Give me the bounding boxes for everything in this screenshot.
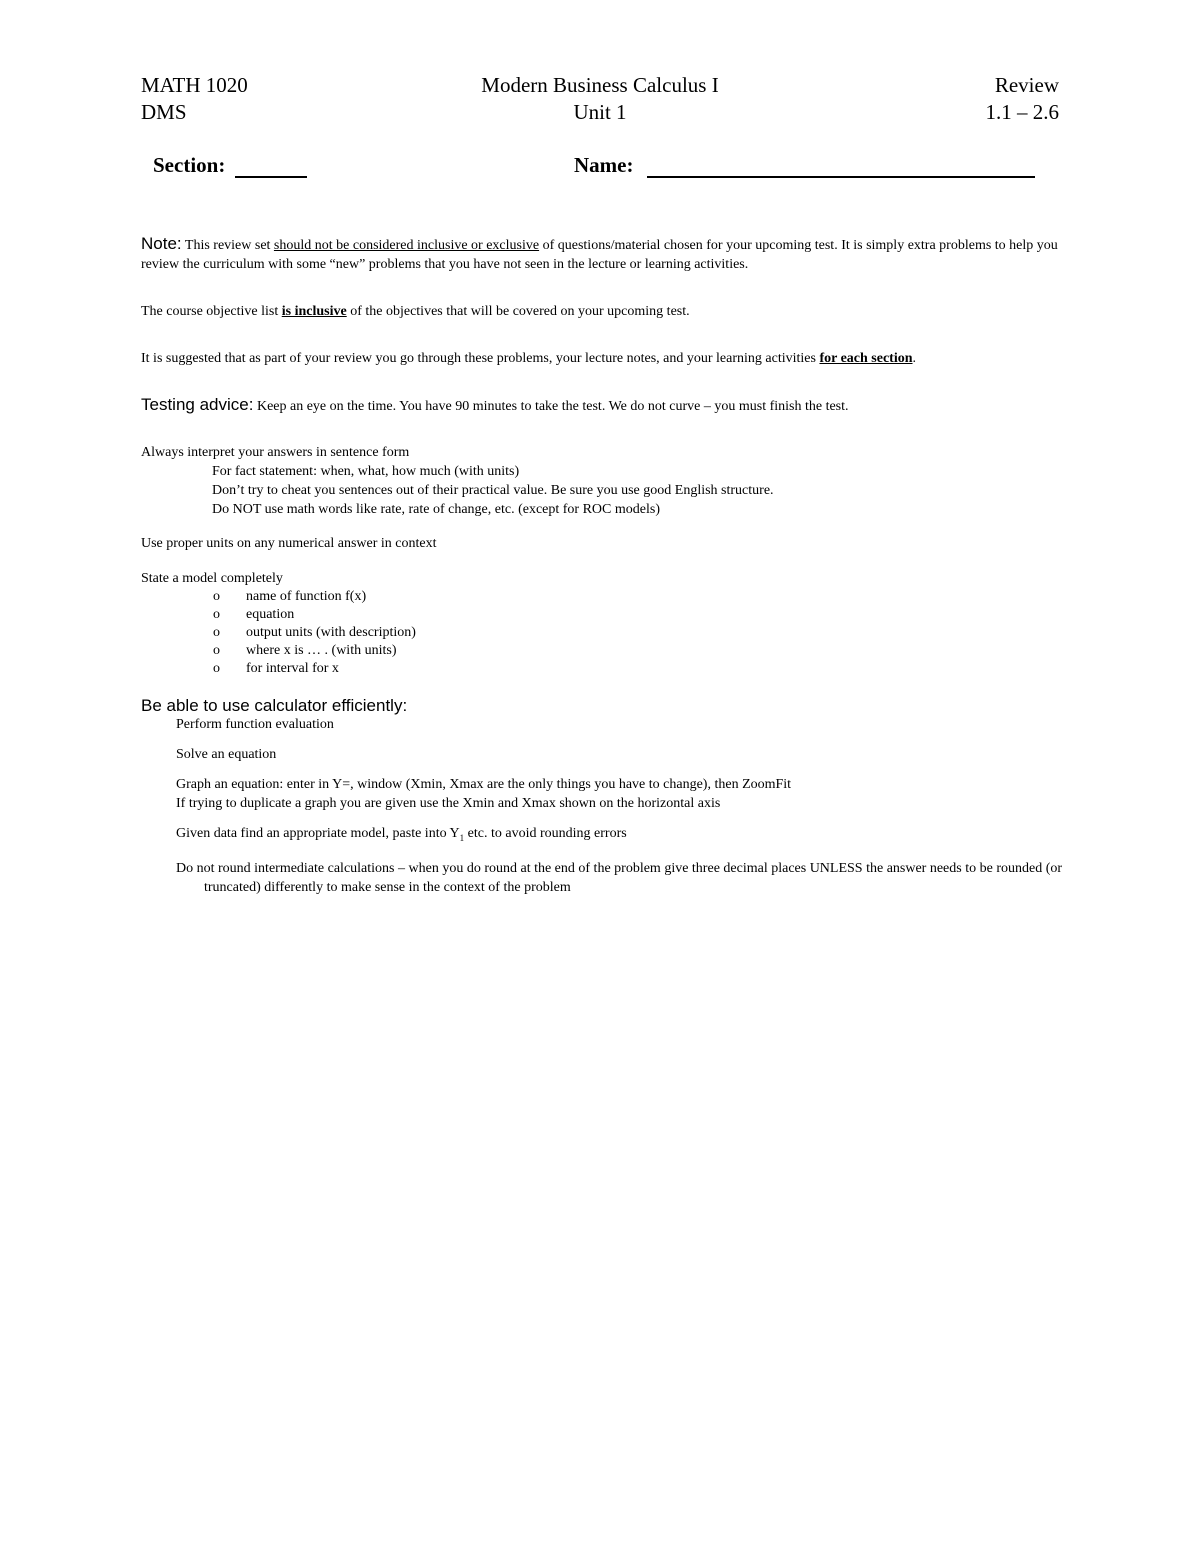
note-paragraph: [141, 234, 1061, 274]
suggested-text-2: .: [912, 351, 917, 366]
calculator-item: Graph an equation: enter in Y=, window (Xmin, Xmax are the only things you have to change), then ZoomFit: [176, 777, 792, 792]
name-label: Name:: [574, 153, 634, 177]
objectives-text-1: The course objective list: [141, 304, 282, 319]
calculator-item: Perform function evaluation: [176, 717, 334, 732]
testing-text: Keep an eye on the time. You have 90 minutes to take the test. We do not curve – you must finish the test.: [253, 399, 849, 414]
list-item: [141, 606, 1061, 624]
list-item: [141, 660, 1061, 678]
section-blank[interactable]: [235, 154, 307, 178]
note-text-1: This review set: [181, 238, 274, 253]
objectives-emph: is inclusive: [281, 304, 347, 319]
model-item-text: name of function f(x): [246, 589, 367, 604]
objectives-paragraph: [141, 302, 1061, 321]
calculator-heading: Be able to use calculator efficiently:: [141, 696, 408, 715]
units-line: Use proper units on any numerical answer in context: [141, 536, 437, 551]
suggested-paragraph: [141, 349, 1061, 368]
header-center: [400, 72, 800, 126]
testing-heading: Testing advice:: [141, 395, 254, 414]
model-item-text: where x is … . (with units): [246, 643, 397, 658]
course-code: MATH 1020: [141, 73, 248, 97]
section-field: [153, 153, 307, 178]
doc-type: Review: [994, 73, 1059, 97]
list-item: [141, 588, 1061, 606]
interpret-title: Always interpret your answers in sentence form: [141, 445, 410, 460]
interpret-block: [141, 443, 1061, 519]
unit-label: Unit 1: [573, 100, 627, 124]
calculator-item: Do not round intermediate calculations – when you do round at the end of the problem give three decimal places UNLESS the answer needs to be rounded (or truncated) differently to make sense in the context of the problem: [176, 860, 1063, 895]
list-item: [141, 642, 1061, 660]
model-item-text: equation: [246, 607, 295, 622]
note-heading: Note:: [141, 234, 182, 253]
section-label: Section:: [153, 153, 226, 177]
calculator-item: If trying to duplicate a graph you are given use the Xmin and Xmax shown on the horizontal axis: [176, 796, 721, 811]
calculator-item-text: etc. to avoid rounding errors: [464, 826, 627, 841]
interpret-item: For fact statement: when, what, how much (with units): [212, 464, 520, 479]
bullet-marker: o: [213, 607, 220, 622]
section-range: 1.1 – 2.6: [985, 100, 1059, 124]
calculator-item: [141, 824, 1061, 848]
suggested-text-1: It is suggested that as part of your review you go through these problems, your lecture notes, and your learning activities: [141, 351, 820, 366]
model-item-text: output units (with description): [246, 625, 416, 640]
name-field: [574, 153, 1035, 178]
model-list: [141, 588, 1061, 678]
course-title: Modern Business Calculus I: [481, 73, 719, 97]
suggested-emph: for each section: [819, 351, 913, 366]
note-underlined: should not be considered inclusive or exclusive: [273, 238, 540, 253]
calculator-item-text: Given data find an appropriate model, paste into Y: [176, 826, 460, 841]
calculator-block: [141, 696, 1061, 897]
interpret-item: Don’t try to cheat you sentences out of their practical value. Be sure you use good English structure.: [212, 483, 774, 498]
model-block: [141, 569, 1061, 678]
subscript: 1: [459, 832, 465, 843]
model-item-text: for interval for x: [246, 661, 339, 676]
calculator-item: Solve an equation: [176, 747, 277, 762]
interpret-item: Do NOT use math words like rate, rate of change, etc. (except for ROC models): [212, 502, 660, 517]
model-title: State a model completely: [141, 571, 283, 586]
bullet-marker: o: [213, 661, 220, 676]
objectives-text-2: of the objectives that will be covered on your upcoming test.: [346, 304, 690, 319]
bullet-marker: o: [213, 643, 220, 658]
header-right: [986, 72, 1060, 126]
bullet-marker: o: [213, 589, 220, 604]
list-item: [141, 624, 1061, 642]
header-left: [141, 72, 248, 126]
testing-advice: [141, 395, 1061, 416]
name-blank[interactable]: [647, 154, 1035, 178]
bullet-marker: o: [213, 625, 220, 640]
note-text-2: of questions/material chosen for your upcoming test. It is simply extra problems to help you review the curriculum with some “new” problems that you have not seen in the lecture or learning activities.: [141, 238, 1058, 272]
department: DMS: [141, 100, 187, 124]
